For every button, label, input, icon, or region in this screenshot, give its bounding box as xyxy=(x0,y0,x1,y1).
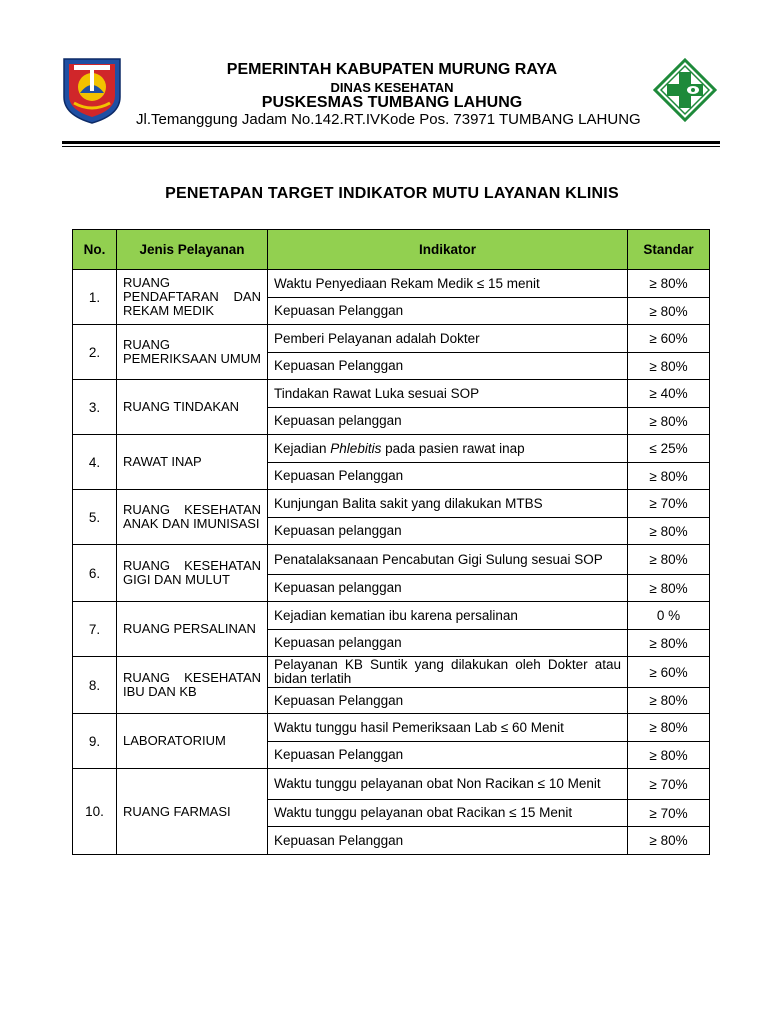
row-number: 1. xyxy=(73,270,117,325)
standard: ≥ 80% xyxy=(628,518,710,545)
indicator: Waktu Penyediaan Rekam Medik ≤ 15 menit xyxy=(268,270,628,298)
row-number: 2. xyxy=(73,325,117,380)
service-type: RUANG PEMERIKSAAN UMUM xyxy=(117,325,268,380)
indicator: Kepuasan Pelanggan xyxy=(268,463,628,490)
standard: ≥ 70% xyxy=(628,800,710,827)
header-rule-thin xyxy=(62,146,720,147)
standard: ≥ 60% xyxy=(628,657,710,688)
indicator: Kepuasan Pelanggan xyxy=(268,353,628,380)
table-row xyxy=(73,602,710,630)
table-row xyxy=(73,657,710,688)
standard: ≤ 25% xyxy=(628,435,710,463)
service-type: RUANG KESEHATAN ANAK DAN IMUNISASI xyxy=(117,490,268,545)
table-header-row xyxy=(73,230,710,270)
indicator-table xyxy=(72,229,710,855)
standard: ≥ 80% xyxy=(628,688,710,714)
standard: ≥ 80% xyxy=(628,630,710,657)
indicator: Waktu tunggu pelayanan obat Non Racikan ≤ 10 Menit xyxy=(268,769,628,800)
indicator-text: pada pasien rawat inap xyxy=(381,440,525,456)
indicator: Penatalaksanaan Pencabutan Gigi Sulung sesuai SOP xyxy=(268,545,628,575)
table-row xyxy=(73,325,710,353)
table-row xyxy=(73,490,710,518)
indicator: Kepuasan Pelanggan xyxy=(268,298,628,325)
standard: ≥ 80% xyxy=(628,463,710,490)
header-rule-thick xyxy=(62,141,720,144)
indicator: Kepuasan pelanggan xyxy=(268,408,628,435)
indicator: Tindakan Rawat Luka sesuai SOP xyxy=(268,380,628,408)
service-type: RUANG FARMASI xyxy=(117,769,268,855)
indicator: Kejadian kematian ibu karena persalinan xyxy=(268,602,628,630)
indicator-text: Kejadian xyxy=(274,440,331,456)
service-type: RUANG PENDAFTARAN DAN REKAM MEDIK xyxy=(117,270,268,325)
standard: ≥ 80% xyxy=(628,714,710,742)
col-header-jenis: Jenis Pelayanan xyxy=(117,230,268,270)
standard: 0 % xyxy=(628,602,710,630)
standard: ≥ 40% xyxy=(628,380,710,408)
col-header-indikator: Indikator xyxy=(268,230,628,270)
row-number: 3. xyxy=(73,380,117,435)
document-title: PENETAPAN TARGET INDIKATOR MUTU LAYANAN KLINIS xyxy=(165,185,619,202)
table-row xyxy=(73,714,710,742)
indicator: Pemberi Pelayanan adalah Dokter xyxy=(268,325,628,353)
indicator: Kunjungan Balita sakit yang dilakukan MTBS xyxy=(268,490,628,518)
row-number: 9. xyxy=(73,714,117,769)
table-row xyxy=(73,380,710,408)
indicator: Kepuasan pelanggan xyxy=(268,518,628,545)
table-row xyxy=(73,435,710,463)
col-header-standar: Standar xyxy=(628,230,710,270)
service-type: RUANG KESEHATAN IBU DAN KB xyxy=(117,657,268,714)
indicator: Kepuasan pelanggan xyxy=(268,575,628,602)
indicator: Pelayanan KB Suntik yang dilakukan oleh Dokter atau bidan terlatih xyxy=(268,657,628,688)
indicator: Waktu tunggu hasil Pemeriksaan Lab ≤ 60 Menit xyxy=(268,714,628,742)
service-type: LABORATORIUM xyxy=(117,714,268,769)
indicator xyxy=(268,435,628,463)
standard: ≥ 80% xyxy=(628,827,710,855)
table-row xyxy=(73,270,710,298)
standard: ≥ 80% xyxy=(628,270,710,298)
row-number: 4. xyxy=(73,435,117,490)
service-type: RAWAT INAP xyxy=(117,435,268,490)
standard: ≥ 70% xyxy=(628,769,710,800)
row-number: 8. xyxy=(73,657,117,714)
standard: ≥ 80% xyxy=(628,742,710,769)
indicator: Kepuasan Pelanggan xyxy=(268,827,628,855)
indicator: Kepuasan pelanggan xyxy=(268,630,628,657)
service-type: RUANG KESEHATAN GIGI DAN MULUT xyxy=(117,545,268,602)
standard: ≥ 80% xyxy=(628,575,710,602)
indicator: Waktu tunggu pelayanan obat Racikan ≤ 15 Menit xyxy=(268,800,628,827)
service-type: RUANG PERSALINAN xyxy=(117,602,268,657)
standard: ≥ 60% xyxy=(628,325,710,353)
table-row xyxy=(73,769,710,800)
indicator: Kepuasan Pelanggan xyxy=(268,688,628,714)
indicator: Kepuasan Pelanggan xyxy=(268,742,628,769)
row-number: 6. xyxy=(73,545,117,602)
department-name: DINAS KESEHATAN xyxy=(330,80,454,95)
row-number: 5. xyxy=(73,490,117,545)
letterhead xyxy=(0,0,768,150)
row-number: 10. xyxy=(73,769,117,855)
standard: ≥ 80% xyxy=(628,353,710,380)
puskesmas-name: PUSKESMAS TUMBANG LAHUNG xyxy=(261,94,523,111)
table-row xyxy=(73,545,710,575)
standard: ≥ 80% xyxy=(628,545,710,575)
address: Jl.Temanggung Jadam No.142.RT.IVKode Pos. 73971 TUMBANG LAHUNG xyxy=(136,111,641,128)
row-number: 7. xyxy=(73,602,117,657)
service-type: RUANG TINDAKAN xyxy=(117,380,268,435)
indicator-emphasis: Phlebitis xyxy=(330,440,382,456)
col-header-no: No. xyxy=(73,230,117,270)
government-name: PEMERINTAH KABUPATEN MURUNG RAYA xyxy=(226,61,558,78)
standard: ≥ 80% xyxy=(628,408,710,435)
standard: ≥ 80% xyxy=(628,298,710,325)
standard: ≥ 70% xyxy=(628,490,710,518)
